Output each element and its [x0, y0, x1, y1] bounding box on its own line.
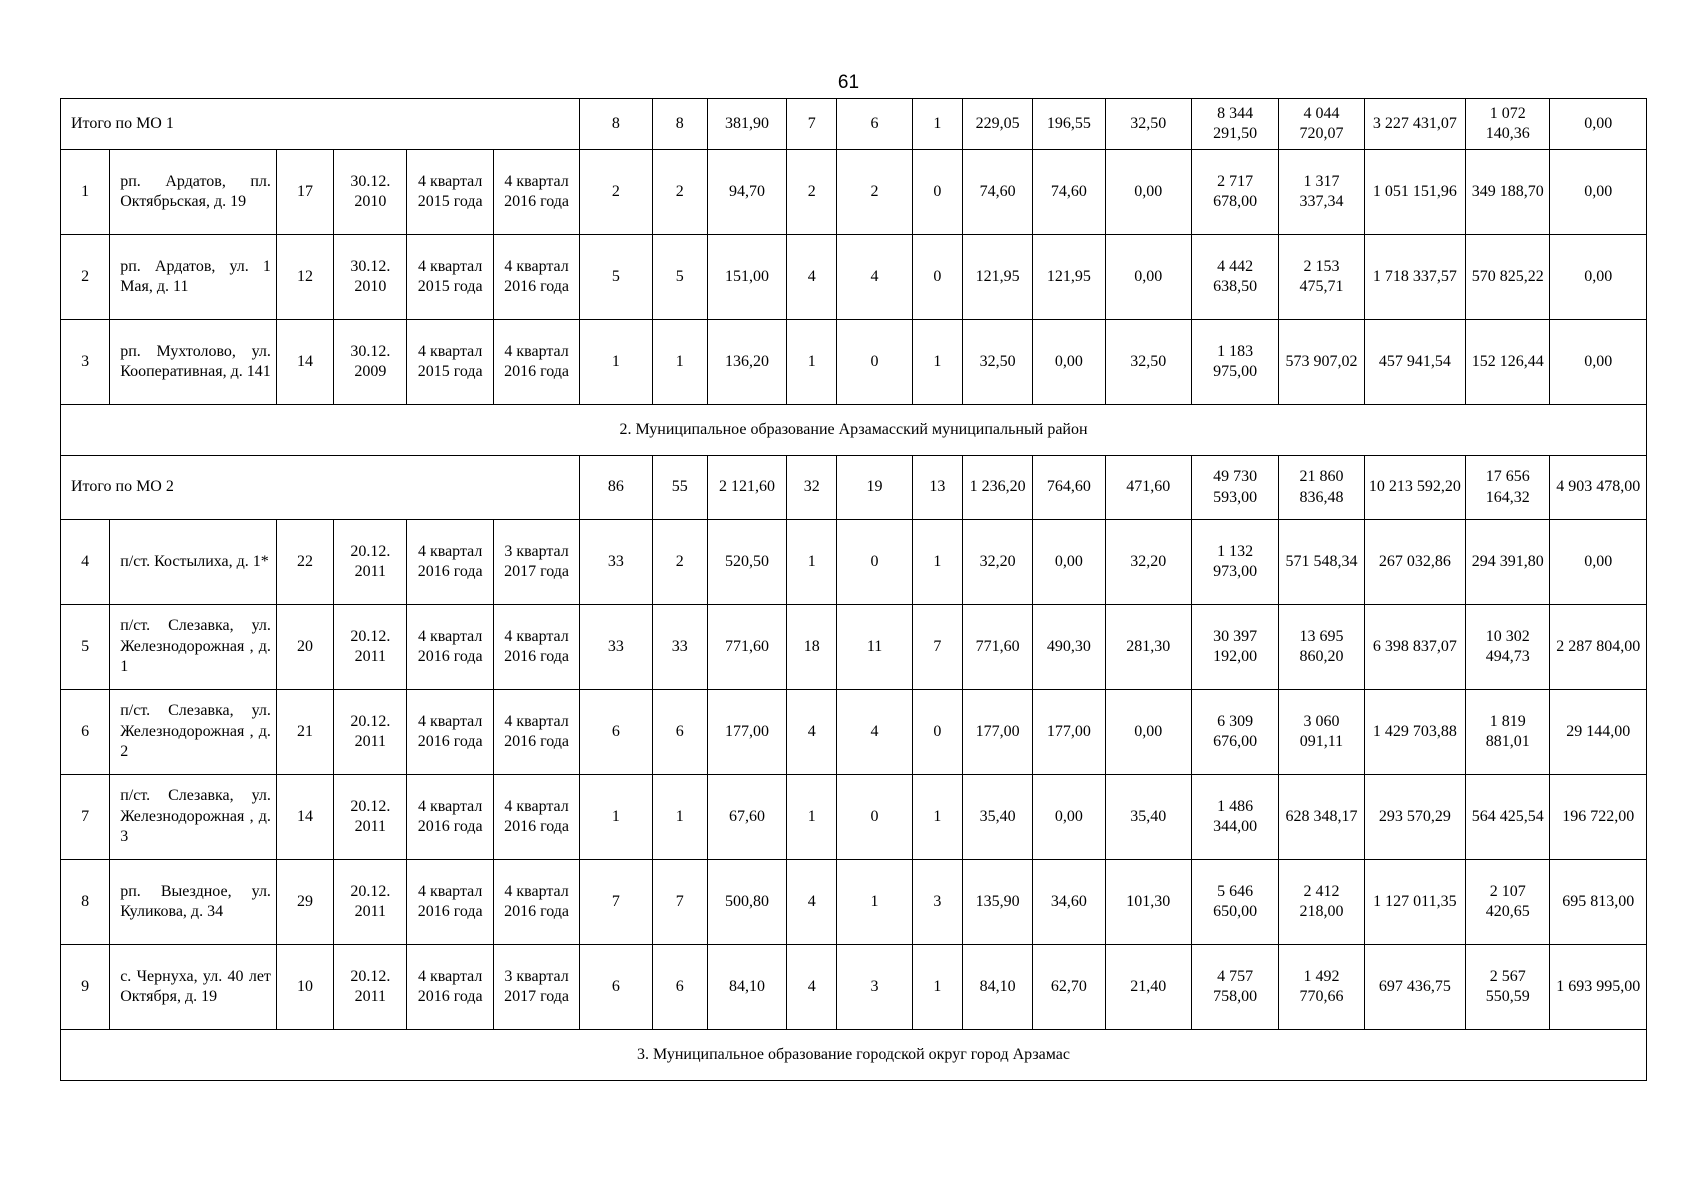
table-cell: 2 — [61, 235, 110, 320]
address-cell: п/ст. Слезавка, ул. Железнодорожная , д. 1 — [110, 605, 277, 690]
table-cell: 1 — [580, 775, 652, 860]
section-row — [61, 1030, 1647, 1081]
table-cell: 32,50 — [1105, 320, 1191, 405]
section-row — [61, 405, 1647, 456]
mo-total-label: Итого по МО 1 — [61, 99, 580, 150]
table-cell: 697 436,75 — [1364, 945, 1465, 1030]
address-cell: рп. Выездное, ул. Куликова, д. 34 — [110, 860, 277, 945]
table-cell: 4 квартал 2016 года — [407, 605, 493, 690]
table-cell: 2 412 218,00 — [1279, 860, 1364, 945]
page-number: 61 — [837, 72, 860, 93]
table-cell: 30 397 192,00 — [1191, 605, 1278, 690]
table-cell: 6 — [580, 690, 652, 775]
address-cell: п/ст. Слезавка, ул. Железнодорожная , д. 2 — [110, 690, 277, 775]
table-cell: 1 127 011,35 — [1364, 860, 1465, 945]
table-cell: 1 — [912, 775, 962, 860]
table-cell: 86 — [580, 456, 652, 520]
table-cell: 30.12. 2009 — [334, 320, 407, 405]
table-cell: 4 — [837, 690, 912, 775]
table-cell: 135,90 — [962, 860, 1032, 945]
table-cell: 196,55 — [1033, 99, 1105, 150]
table-cell: 13 695 860,20 — [1279, 605, 1364, 690]
table-cell: 1 — [652, 320, 707, 405]
table-cell: 0,00 — [1550, 99, 1647, 150]
table-row — [61, 520, 1647, 605]
table-cell: 8 — [652, 99, 707, 150]
table-cell: 573 907,02 — [1279, 320, 1364, 405]
table-cell: 151,00 — [707, 235, 786, 320]
table-cell: 4 757 758,00 — [1191, 945, 1278, 1030]
table-cell: 29 144,00 — [1550, 690, 1647, 775]
table-cell: 20.12. 2011 — [334, 690, 407, 775]
table-cell: 32,20 — [1105, 520, 1191, 605]
table-cell: 33 — [580, 605, 652, 690]
table-cell: 32 — [787, 456, 837, 520]
table-cell: 4 квартал 2016 года — [493, 775, 579, 860]
table-cell: 32,50 — [962, 320, 1032, 405]
table-cell: 2 — [837, 150, 912, 235]
housing-program-table — [60, 98, 1647, 1081]
table-cell: 3 — [61, 320, 110, 405]
table-cell: 293 570,29 — [1364, 775, 1465, 860]
table-cell: 8 — [580, 99, 652, 150]
table-cell: 74,60 — [962, 150, 1032, 235]
table-cell: 8 344 291,50 — [1191, 99, 1278, 150]
table-cell: 4 044 720,07 — [1279, 99, 1364, 150]
table-cell: 21 — [276, 690, 333, 775]
table-cell: 571 548,34 — [1279, 520, 1364, 605]
table-cell: 6 — [580, 945, 652, 1030]
address-cell: п/ст. Костылиха, д. 1* — [110, 520, 277, 605]
table-cell: 695 813,00 — [1550, 860, 1647, 945]
table-cell: 177,00 — [962, 690, 1032, 775]
table-cell: 7 — [652, 860, 707, 945]
table-cell: 94,70 — [707, 150, 786, 235]
table-cell: 2 121,60 — [707, 456, 786, 520]
table-cell: 9 — [61, 945, 110, 1030]
mo-total-row — [61, 456, 1647, 520]
table-cell: 1 693 995,00 — [1550, 945, 1647, 1030]
table-cell: 1 819 881,01 — [1466, 690, 1550, 775]
table-cell: 2 567 550,59 — [1466, 945, 1550, 1030]
table-cell: 4 442 638,50 — [1191, 235, 1278, 320]
table-cell: 3 227 431,07 — [1364, 99, 1465, 150]
table-cell: 121,95 — [1033, 235, 1105, 320]
table-cell: 5 — [61, 605, 110, 690]
address-cell: рп. Ардатов, пл. Октябрьская, д. 19 — [110, 150, 277, 235]
table-cell: 771,60 — [707, 605, 786, 690]
table-cell: 4 квартал 2016 года — [493, 150, 579, 235]
table-cell: 1 183 975,00 — [1191, 320, 1278, 405]
table-cell: 6 — [652, 690, 707, 775]
table-cell: 628 348,17 — [1279, 775, 1364, 860]
table-cell: 2 — [652, 520, 707, 605]
table-cell: 2 717 678,00 — [1191, 150, 1278, 235]
table-cell: 20.12. 2011 — [334, 605, 407, 690]
table-cell: 20.12. 2011 — [334, 945, 407, 1030]
table-cell: 1 — [787, 320, 837, 405]
table-cell: 4 квартал 2016 года — [407, 690, 493, 775]
table-cell: 564 425,54 — [1466, 775, 1550, 860]
table-row — [61, 690, 1647, 775]
table-cell: 267 032,86 — [1364, 520, 1465, 605]
table-cell: 6 — [61, 690, 110, 775]
table-cell: 10 213 592,20 — [1364, 456, 1465, 520]
table-cell: 3 — [837, 945, 912, 1030]
table-cell: 8 — [61, 860, 110, 945]
table-cell: 5 — [580, 235, 652, 320]
table-cell: 4 — [787, 690, 837, 775]
table-cell: 21 860 836,48 — [1279, 456, 1364, 520]
table-cell: 12 — [276, 235, 333, 320]
table-cell: 570 825,22 — [1466, 235, 1550, 320]
table-cell: 49 730 593,00 — [1191, 456, 1278, 520]
table-cell: 1 492 770,66 — [1279, 945, 1364, 1030]
table-cell: 471,60 — [1105, 456, 1191, 520]
table-cell: 4 квартал 2015 года — [407, 320, 493, 405]
table-cell: 121,95 — [962, 235, 1032, 320]
table-cell: 4 — [61, 520, 110, 605]
table-cell: 20 — [276, 605, 333, 690]
table-cell: 4 квартал 2016 года — [493, 605, 579, 690]
table-cell: 177,00 — [707, 690, 786, 775]
table-cell: 1 317 337,34 — [1279, 150, 1364, 235]
table-row — [61, 150, 1647, 235]
table-cell: 3 квартал 2017 года — [493, 945, 579, 1030]
table-cell: 13 — [912, 456, 962, 520]
table-cell: 349 188,70 — [1466, 150, 1550, 235]
table-cell: 17 656 164,32 — [1466, 456, 1550, 520]
table-cell: 30.12. 2010 — [334, 150, 407, 235]
table-cell: 457 941,54 — [1364, 320, 1465, 405]
table-cell: 0,00 — [1550, 520, 1647, 605]
table-cell: 1 — [837, 860, 912, 945]
table-cell: 34,60 — [1033, 860, 1105, 945]
table-cell: 4 квартал 2016 года — [407, 945, 493, 1030]
table-cell: 21,40 — [1105, 945, 1191, 1030]
table-cell: 0,00 — [1033, 520, 1105, 605]
table-row — [61, 945, 1647, 1030]
table-cell: 0,00 — [1033, 775, 1105, 860]
table-cell: 490,30 — [1033, 605, 1105, 690]
table-cell: 29 — [276, 860, 333, 945]
table-cell: 1 — [787, 520, 837, 605]
table-cell: 281,30 — [1105, 605, 1191, 690]
table-cell: 0,00 — [1550, 235, 1647, 320]
section-title: 3. Муниципальное образование городской округ город Арзамас — [61, 1030, 1647, 1081]
table-cell: 2 — [580, 150, 652, 235]
table-cell: 6 — [837, 99, 912, 150]
table-cell: 0 — [912, 150, 962, 235]
table-cell: 33 — [580, 520, 652, 605]
table-cell: 152 126,44 — [1466, 320, 1550, 405]
table-row — [61, 775, 1647, 860]
table-cell: 0,00 — [1550, 150, 1647, 235]
table-cell: 10 302 494,73 — [1466, 605, 1550, 690]
table-cell: 1 — [787, 775, 837, 860]
table-cell: 7 — [912, 605, 962, 690]
table-cell: 17 — [276, 150, 333, 235]
table-cell: 4 — [787, 860, 837, 945]
address-cell: с. Чернуха, ул. 40 лет Октября, д. 19 — [110, 945, 277, 1030]
table-cell: 1 132 973,00 — [1191, 520, 1278, 605]
table-cell: 11 — [837, 605, 912, 690]
table-row — [61, 605, 1647, 690]
table-cell: 1 — [580, 320, 652, 405]
table-row — [61, 235, 1647, 320]
address-cell: п/ст. Слезавка, ул. Железнодорожная , д. 3 — [110, 775, 277, 860]
table-cell: 196 722,00 — [1550, 775, 1647, 860]
table-cell: 4 — [837, 235, 912, 320]
table-cell: 1 051 151,96 — [1364, 150, 1465, 235]
table-cell: 771,60 — [962, 605, 1032, 690]
table-cell: 1 — [912, 520, 962, 605]
table-cell: 1 — [652, 775, 707, 860]
table-cell: 1 718 337,57 — [1364, 235, 1465, 320]
table-cell: 32,20 — [962, 520, 1032, 605]
table-cell: 14 — [276, 775, 333, 860]
table-cell: 294 391,80 — [1466, 520, 1550, 605]
table-cell: 2 107 420,65 — [1466, 860, 1550, 945]
table-cell: 1 072 140,36 — [1466, 99, 1550, 150]
table-cell: 4 квартал 2015 года — [407, 150, 493, 235]
table-cell: 84,10 — [707, 945, 786, 1030]
table-cell: 520,50 — [707, 520, 786, 605]
table-cell: 7 — [787, 99, 837, 150]
table-cell: 4 квартал 2016 года — [493, 860, 579, 945]
table-cell: 2 287 804,00 — [1550, 605, 1647, 690]
table-cell: 4 — [787, 945, 837, 1030]
table-cell: 14 — [276, 320, 333, 405]
address-cell: рп. Ардатов, ул. 1 Мая, д. 11 — [110, 235, 277, 320]
table-cell: 0 — [912, 235, 962, 320]
table-cell: 4 квартал 2016 года — [407, 860, 493, 945]
table-cell: 5 — [652, 235, 707, 320]
table-cell: 3 060 091,11 — [1279, 690, 1364, 775]
table-cell: 1 — [912, 320, 962, 405]
mo-total-row — [61, 99, 1647, 150]
section-title: 2. Муниципальное образование Арзамасский муниципальный район — [61, 405, 1647, 456]
table-cell: 2 — [652, 150, 707, 235]
table-cell: 1 — [912, 945, 962, 1030]
table-cell: 62,70 — [1033, 945, 1105, 1030]
table-cell: 4 квартал 2016 года — [407, 775, 493, 860]
table-cell: 136,20 — [707, 320, 786, 405]
table-cell: 10 — [276, 945, 333, 1030]
table-cell: 3 квартал 2017 года — [493, 520, 579, 605]
table-cell: 35,40 — [962, 775, 1032, 860]
table-cell: 35,40 — [1105, 775, 1191, 860]
table-cell: 5 646 650,00 — [1191, 860, 1278, 945]
table-row — [61, 860, 1647, 945]
table-cell: 1 236,20 — [962, 456, 1032, 520]
table-cell: 229,05 — [962, 99, 1032, 150]
table-cell: 33 — [652, 605, 707, 690]
table-cell: 0,00 — [1105, 235, 1191, 320]
table-cell: 500,80 — [707, 860, 786, 945]
table-cell: 4 квартал 2015 года — [407, 235, 493, 320]
table-cell: 0 — [912, 690, 962, 775]
table-cell: 7 — [61, 775, 110, 860]
table-cell: 0,00 — [1033, 320, 1105, 405]
table-cell: 101,30 — [1105, 860, 1191, 945]
table-cell: 6 398 837,07 — [1364, 605, 1465, 690]
table-row — [61, 320, 1647, 405]
table-cell: 4 квартал 2016 года — [407, 520, 493, 605]
address-cell: рп. Мухтолово, ул. Кооперативная, д. 141 — [110, 320, 277, 405]
table-cell: 6 — [652, 945, 707, 1030]
table-cell: 1 429 703,88 — [1364, 690, 1465, 775]
table-cell: 55 — [652, 456, 707, 520]
table-cell: 2 153 475,71 — [1279, 235, 1364, 320]
table-cell: 4 квартал 2016 года — [493, 690, 579, 775]
table-cell: 381,90 — [707, 99, 786, 150]
table-cell: 4 903 478,00 — [1550, 456, 1647, 520]
table-cell: 84,10 — [962, 945, 1032, 1030]
table-cell: 0 — [837, 520, 912, 605]
table-cell: 67,60 — [707, 775, 786, 860]
table-cell: 0 — [837, 320, 912, 405]
table-cell: 0,00 — [1105, 690, 1191, 775]
table-cell: 4 — [787, 235, 837, 320]
table-cell: 3 — [912, 860, 962, 945]
table-cell: 177,00 — [1033, 690, 1105, 775]
table-cell: 6 309 676,00 — [1191, 690, 1278, 775]
table-cell: 7 — [580, 860, 652, 945]
table-cell: 20.12. 2011 — [334, 860, 407, 945]
table-cell: 1 — [912, 99, 962, 150]
table-cell: 18 — [787, 605, 837, 690]
table-cell: 1 486 344,00 — [1191, 775, 1278, 860]
table-cell: 2 — [787, 150, 837, 235]
mo-total-label: Итого по МО 2 — [61, 456, 580, 520]
table-cell: 764,60 — [1033, 456, 1105, 520]
table-cell: 19 — [837, 456, 912, 520]
table-cell: 4 квартал 2016 года — [493, 235, 579, 320]
table-cell: 0,00 — [1550, 320, 1647, 405]
table-cell: 0,00 — [1105, 150, 1191, 235]
table-cell: 4 квартал 2016 года — [493, 320, 579, 405]
table-cell: 22 — [276, 520, 333, 605]
table-cell: 0 — [837, 775, 912, 860]
table-cell: 32,50 — [1105, 99, 1191, 150]
table-cell: 30.12. 2010 — [334, 235, 407, 320]
table-cell: 74,60 — [1033, 150, 1105, 235]
table-cell: 20.12. 2011 — [334, 520, 407, 605]
table-cell: 1 — [61, 150, 110, 235]
table-cell: 20.12. 2011 — [334, 775, 407, 860]
